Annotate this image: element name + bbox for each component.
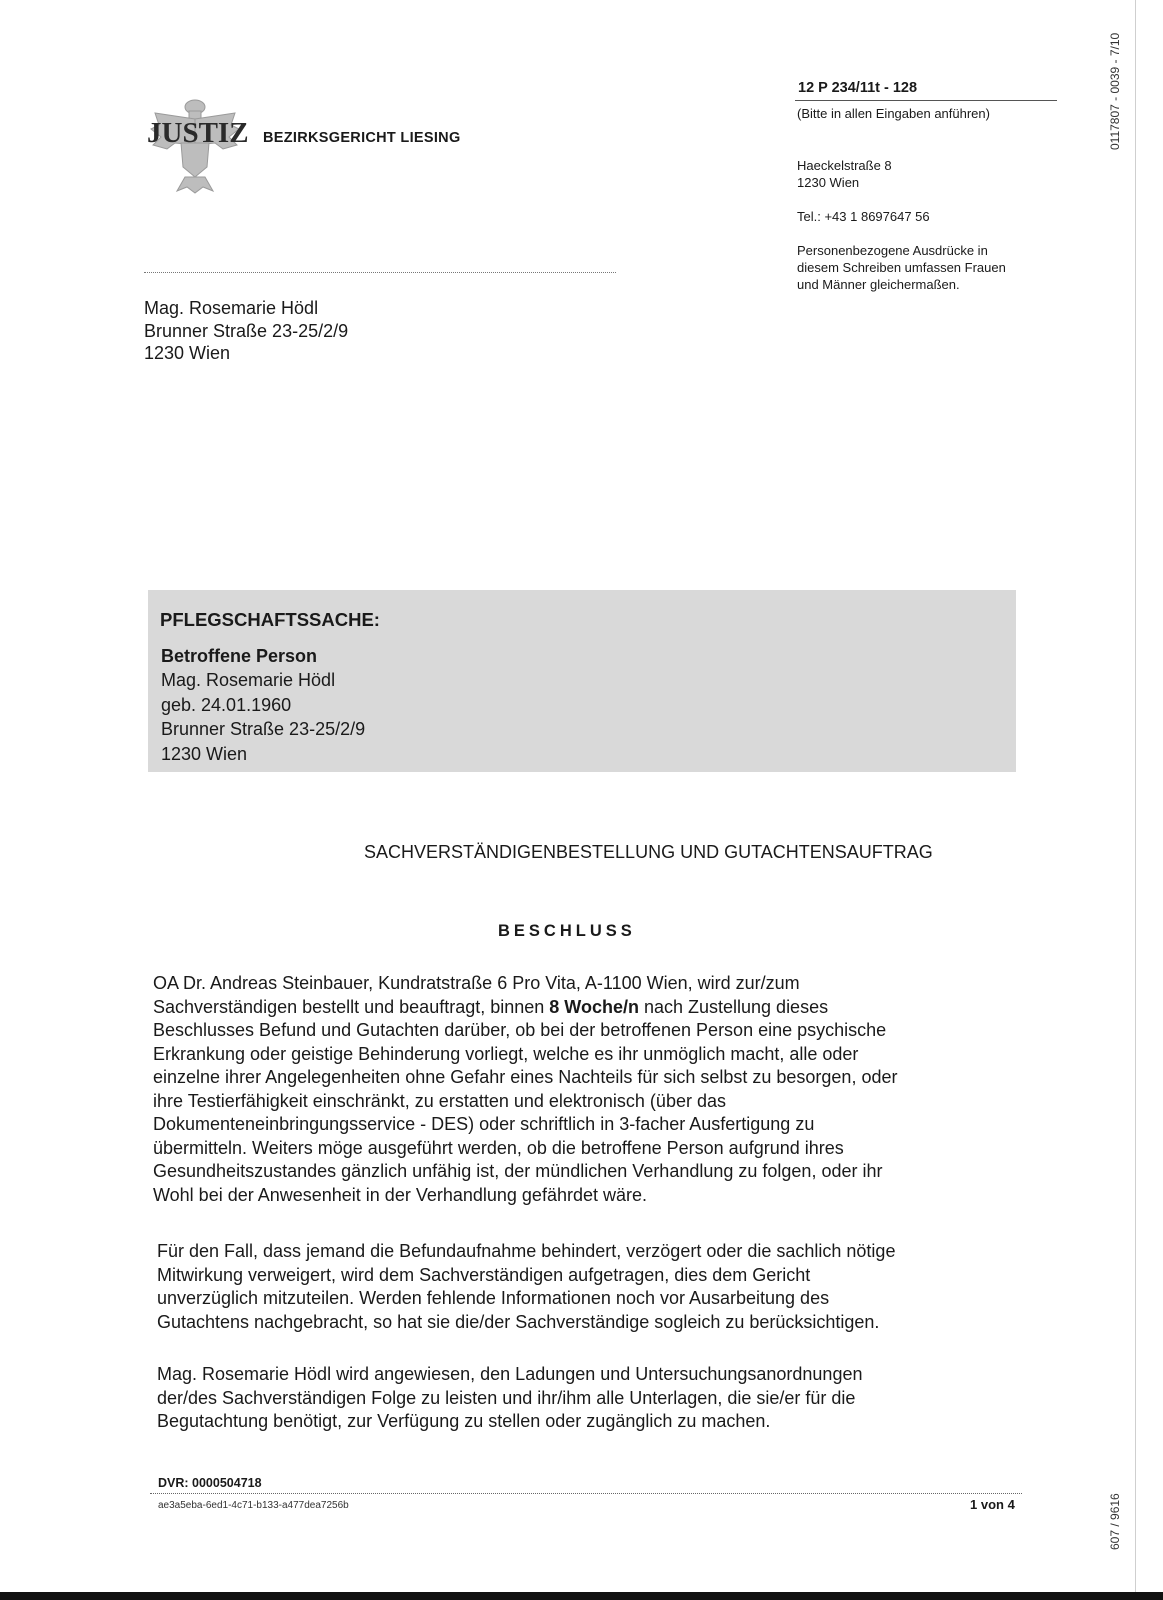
court-phone: Tel.: +43 1 8697647 56 bbox=[797, 209, 930, 224]
para-line: Dokumenteneinbringungsservice - DES) oder schriftlich in 3-facher Ausfertigung zu bbox=[153, 1114, 815, 1134]
case-reference: 12 P 234/11t - 128 bbox=[798, 80, 918, 96]
para-line: Erkrankung oder geistige Behinderung vorliegt, welche es ihr unmöglich macht, alle oder bbox=[153, 1043, 859, 1064]
paragraph-instructions bbox=[157, 1363, 1037, 1434]
side-code-bottom: 607 / 9616 bbox=[1108, 1493, 1122, 1550]
para-line: einzelne ihrer Angelegenheiten ohne Gefahr eines Nachteils für sich selbst zu besorgen, oder bbox=[153, 1067, 898, 1087]
recipient-address bbox=[144, 297, 348, 365]
reference-divider bbox=[795, 100, 1057, 101]
para-line: Mitwirkung verweigert, wird dem Sachverständigen aufgetragen, dies dem Gericht bbox=[157, 1264, 811, 1285]
person-line: Mag. Rosemarie Hödl bbox=[161, 670, 336, 690]
person-line: Brunner Straße 23-25/2/9 bbox=[161, 719, 366, 739]
recipient-line: 1230 Wien bbox=[144, 343, 231, 363]
para-line: OA Dr. Andreas Steinbauer, Kundratstraße 6 Pro Vita, A-1100 Wien, wird zur/zum bbox=[153, 973, 800, 993]
gender-notice bbox=[797, 242, 1006, 293]
para-line: der/des Sachverständigen Folge zu leisten und ihr/ihm alle Unterlagen, die sie/er für die bbox=[157, 1387, 856, 1408]
recipient-line: Mag. Rosemarie Hödl bbox=[144, 298, 319, 318]
affected-person-details bbox=[161, 668, 365, 766]
recipient-line: Brunner Straße 23-25/2/9 bbox=[144, 320, 349, 341]
para-line: Mag. Rosemarie Hödl wird angewiesen, den Ladungen und Untersuchungsanordnungen bbox=[157, 1364, 863, 1384]
para-line: ihre Testierfähigkeit einschränkt, zu erstatten und elektronisch (über das bbox=[153, 1090, 726, 1111]
para-line: Wohl bei der Anwesenheit in der Verhandlung gefährdet wäre. bbox=[153, 1184, 647, 1205]
para-line: übermitteln. Weiters möge ausgeführt werden, ob die betroffene Person aufgrund ihres bbox=[153, 1137, 844, 1158]
scan-bottom-edge bbox=[0, 1592, 1163, 1600]
para-line: Gutachtens nachgebracht, so hat sie die/der Sachverständige sogleich zu berücksichtigen. bbox=[157, 1311, 880, 1332]
decision-title: BESCHLUSS bbox=[498, 922, 636, 940]
notice-line: und Männer gleichermaßen. bbox=[797, 277, 960, 292]
para-line: unverzüglich mitzuteilen. Werden fehlende Informationen noch vor Ausarbeitung des bbox=[157, 1288, 830, 1308]
deadline-suffix: nach Zustellung dieses bbox=[638, 996, 829, 1017]
person-line: 1230 Wien bbox=[161, 743, 248, 764]
logo-text: JUSTIZ bbox=[147, 117, 249, 149]
address-street: Haeckelstraße 8 bbox=[797, 158, 892, 173]
dvr-number: DVR: 0000504718 bbox=[158, 1476, 262, 1490]
court-name: BEZIRKSGERICHT LIESING bbox=[263, 130, 461, 146]
page-number: 1 von 4 bbox=[970, 1497, 1015, 1512]
document-hash: ae3a5eba-6ed1-4c71-b133-a477dea7256b bbox=[158, 1500, 349, 1511]
case-type-title: PFLEGSCHAFTSSACHE: bbox=[160, 609, 380, 630]
court-address bbox=[797, 157, 892, 191]
reference-note: (Bitte in allen Eingaben anführen) bbox=[797, 106, 990, 121]
para-line: Für den Fall, dass jemand die Befundaufnahme behindert, verzögert oder die sachlich nötige bbox=[157, 1241, 896, 1261]
address-city: 1230 Wien bbox=[797, 175, 860, 190]
notice-line: diesem Schreiben umfassen Frauen bbox=[797, 260, 1006, 275]
document-heading: SACHVERSTÄNDIGENBESTELLUNG UND GUTACHTENSAUFTRAG bbox=[364, 842, 933, 862]
para-line-deadline bbox=[153, 996, 1033, 1020]
para-line: Begutachtung benötigt, zur Verfügung zu stellen oder zugänglich zu machen. bbox=[157, 1411, 771, 1431]
justiz-logo bbox=[145, 95, 249, 195]
person-line: geb. 24.01.1960 bbox=[161, 694, 292, 715]
page-edge bbox=[1135, 0, 1136, 1592]
address-window-line bbox=[144, 272, 616, 273]
footer-divider bbox=[150, 1493, 1022, 1494]
para-line: Gesundheitszustandes gänzlich unfähig ist, der mündlichen Verhandlung zu folgen, oder ihr bbox=[153, 1161, 883, 1181]
deadline-prefix: Sachverständigen bestellt und beauftragt, binnen bbox=[153, 996, 550, 1017]
deadline-value: 8 Woche/n bbox=[549, 996, 639, 1017]
side-code-top: 0117807 - 0039 - 7/10 bbox=[1108, 32, 1122, 150]
paragraph-appointment bbox=[153, 972, 1033, 1207]
para-line: Beschlusses Befund und Gutachten darüber, ob bei der betroffenen Person eine psychische bbox=[153, 1020, 887, 1040]
notice-line: Personenbezogene Ausdrücke in bbox=[797, 243, 988, 258]
paragraph-obstruction bbox=[157, 1240, 1037, 1334]
affected-person-label: Betroffene Person bbox=[161, 646, 318, 666]
